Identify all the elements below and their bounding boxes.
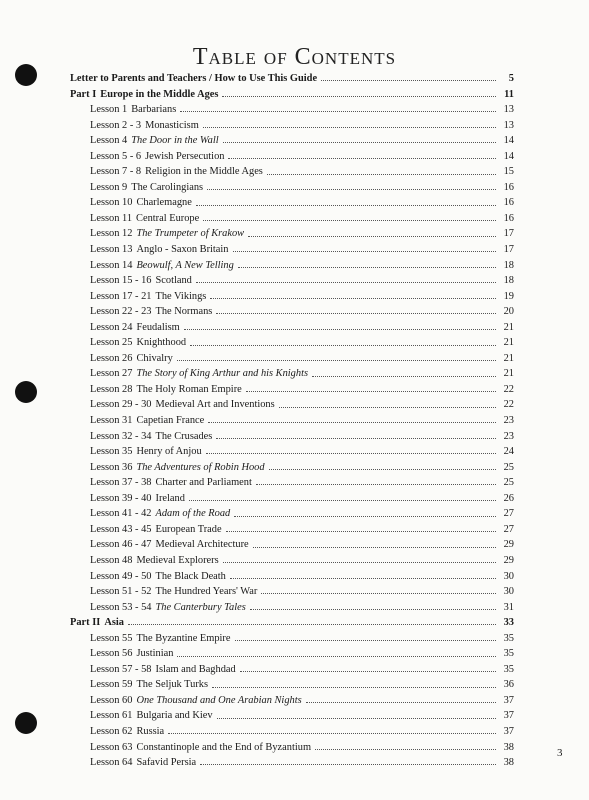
dot-leader (216, 437, 496, 439)
toc-lesson-label: Lesson 14 (90, 259, 133, 271)
toc-lesson-row[interactable] (70, 320, 514, 336)
toc-lesson-row[interactable] (70, 662, 514, 678)
toc-page-number: 18 (503, 259, 514, 271)
toc-page-number: 14 (503, 135, 514, 147)
toc-lesson-label: Lesson 43 - 45 (90, 523, 152, 535)
dot-leader (223, 561, 496, 563)
toc-lesson-row[interactable] (70, 429, 514, 445)
toc-lesson-title: European Trade (155, 523, 222, 535)
toc-lesson-title: The Carolingians (131, 181, 204, 193)
toc-lesson-label: Lesson 51 - 52 (90, 586, 152, 598)
toc-lesson-row[interactable] (70, 366, 514, 382)
dot-leader (207, 188, 496, 190)
toc-lesson-row[interactable] (70, 133, 514, 149)
toc-lesson-label: Lesson 10 (90, 197, 133, 209)
toc-page-number: 27 (503, 508, 514, 520)
toc-lesson-label: Lesson 60 (90, 694, 133, 706)
toc-lesson-row[interactable] (70, 102, 514, 118)
toc-page-number: 11 (504, 88, 514, 100)
toc-lesson-label: Lesson 25 (90, 337, 133, 349)
toc-lesson-label: Lesson 15 - 16 (90, 275, 152, 287)
toc-lesson-row[interactable] (70, 195, 514, 211)
dot-leader (279, 406, 496, 408)
toc-page-number: 35 (503, 648, 514, 660)
toc-page-number: 16 (503, 212, 514, 224)
toc-lesson-label: Lesson 7 - 8 (90, 166, 142, 178)
toc-lesson-title: The Byzantine Empire (136, 632, 231, 644)
toc-lesson-label: Lesson 55 (90, 632, 133, 644)
toc-lesson-label: Lesson 49 - 50 (90, 570, 152, 582)
toc-intro-row[interactable] (70, 71, 514, 87)
toc-lesson-label: Lesson 61 (90, 710, 133, 722)
toc-lesson-label: Lesson 11 (90, 212, 133, 224)
toc-page-number: 13 (503, 119, 514, 131)
dot-leader (216, 312, 496, 314)
toc-page-number: 13 (503, 104, 514, 116)
toc-lesson-label: Lesson 4 (90, 135, 128, 147)
toc-page-number: 37 (503, 694, 514, 706)
dot-leader (206, 452, 496, 454)
toc-lesson-label: Lesson 48 (90, 554, 133, 566)
toc-page-number: 20 (503, 306, 514, 318)
toc-lesson-title: Beowulf, A New Telling (136, 259, 234, 271)
toc-lesson-title: Charter and Parliament (155, 477, 252, 489)
toc-page-number: 35 (503, 632, 514, 644)
toc-page-number: 35 (503, 663, 514, 675)
toc-lesson-title: The Adventures of Robin Hood (136, 461, 265, 473)
toc-lesson-row[interactable] (70, 273, 514, 289)
table-of-contents (70, 71, 514, 771)
dot-leader (240, 670, 496, 672)
dot-leader (267, 173, 496, 175)
toc-lesson-row[interactable] (70, 118, 514, 134)
toc-lesson-label: Lesson 13 (90, 244, 133, 256)
toc-lesson-title: The Door in the Wall (131, 135, 219, 147)
toc-lesson-row[interactable] (70, 491, 514, 507)
toc-section-title: Asia (104, 617, 124, 629)
toc-section-label: Part II (70, 617, 101, 629)
toc-lesson-title: The Canterbury Tales (155, 601, 246, 613)
toc-page-number: 36 (503, 679, 514, 691)
dot-leader (180, 110, 496, 112)
toc-lesson-title: Medieval Explorers (136, 554, 219, 566)
toc-lesson-title: Medieval Art and Inventions (155, 399, 275, 411)
toc-lesson-row[interactable] (70, 351, 514, 367)
toc-lesson-row[interactable] (70, 164, 514, 180)
page-title: Table of Contents (192, 44, 397, 70)
toc-lesson-title: Russia (136, 725, 165, 737)
toc-lesson-row[interactable] (70, 304, 514, 320)
toc-lesson-row[interactable] (70, 180, 514, 196)
toc-lesson-title: One Thousand and One Arabian Nights (136, 694, 302, 706)
toc-page-number: 17 (503, 228, 514, 240)
dot-leader (196, 204, 496, 206)
dot-leader (190, 344, 496, 346)
toc-page-number: 31 (503, 601, 514, 613)
toc-lesson-label: Lesson 56 (90, 648, 133, 660)
toc-page-number: 37 (503, 710, 514, 722)
toc-lesson-label: Lesson 5 - 6 (90, 150, 142, 162)
toc-lesson-title: The Black Death (155, 570, 226, 582)
toc-lesson-label: Lesson 2 - 3 (90, 119, 142, 131)
toc-lesson-label: Lesson 53 - 54 (90, 601, 152, 613)
toc-lesson-title: Medieval Architecture (155, 539, 249, 551)
dot-leader (235, 639, 497, 641)
toc-lesson-row[interactable] (70, 584, 514, 600)
toc-lesson-title: Central Europe (136, 212, 200, 224)
dot-leader (261, 592, 496, 594)
toc-lesson-title: Ireland (155, 492, 185, 504)
toc-lesson-row[interactable] (70, 522, 514, 538)
dot-leader (196, 281, 496, 283)
dot-leader (248, 235, 496, 237)
toc-lesson-label: Lesson 32 - 34 (90, 430, 152, 442)
toc-lesson-label: Lesson 1 (90, 104, 128, 116)
toc-lesson-title: Capetian France (136, 415, 205, 427)
toc-lesson-title: Anglo - Saxon Britain (136, 244, 229, 256)
toc-lesson-title: Islam and Baghdad (155, 663, 236, 675)
dot-leader (250, 608, 496, 610)
toc-lesson-title: The Trumpeter of Krakow (136, 228, 245, 240)
toc-page-number: 14 (503, 150, 514, 162)
toc-page-number: 24 (503, 446, 514, 458)
toc-page-number: 17 (503, 244, 514, 256)
dot-leader (217, 717, 496, 719)
toc-lesson-title: The Seljuk Turks (136, 679, 209, 691)
toc-lesson-title: The Crusades (155, 430, 213, 442)
toc-lesson-title: The Vikings (155, 290, 207, 302)
toc-page-number: 15 (503, 166, 514, 178)
page-number: 3 (557, 747, 563, 759)
dot-leader (184, 328, 496, 330)
dot-leader (222, 95, 496, 97)
dot-leader (228, 157, 496, 159)
toc-lesson-row[interactable] (70, 211, 514, 227)
toc-lesson-row[interactable] (70, 289, 514, 305)
toc-lesson-label: Lesson 46 - 47 (90, 539, 152, 551)
toc-section-row[interactable] (70, 615, 514, 631)
toc-lesson-row[interactable] (70, 631, 514, 647)
toc-lesson-row[interactable] (70, 755, 514, 771)
dot-leader (256, 483, 496, 485)
toc-page-number: 23 (503, 415, 514, 427)
toc-lesson-title: The Holy Roman Empire (136, 383, 242, 395)
toc-lesson-title: Constantinople and the End of Byzantium (136, 741, 312, 753)
toc-section-label: Part I (70, 88, 97, 100)
dot-leader (168, 732, 496, 734)
dot-leader (234, 515, 496, 517)
toc-lesson-label: Lesson 57 - 58 (90, 663, 152, 675)
toc-lesson-row[interactable] (70, 149, 514, 165)
toc-page-number: 25 (503, 477, 514, 489)
toc-lesson-row[interactable] (70, 708, 514, 724)
toc-lesson-label: Lesson 39 - 40 (90, 492, 152, 504)
dot-leader (226, 530, 496, 532)
toc-lesson-title: The Hundred Years' War (155, 586, 258, 598)
dot-leader (315, 748, 496, 750)
dot-leader (306, 701, 496, 703)
dot-leader (203, 126, 496, 128)
toc-lesson-row[interactable] (70, 537, 514, 553)
toc-rows (70, 87, 514, 771)
toc-lesson-title: Barbarians (131, 104, 177, 116)
dot-leader (230, 577, 496, 579)
dot-leader (177, 359, 496, 361)
toc-page-number: 26 (503, 492, 514, 504)
binder-hole (15, 381, 37, 403)
toc-lesson-title: Religion in the Middle Ages (145, 166, 263, 178)
toc-page-number: 29 (503, 539, 514, 551)
toc-page-number: 18 (503, 275, 514, 287)
toc-lesson-label: Lesson 28 (90, 383, 133, 395)
toc-page-number: 29 (503, 554, 514, 566)
toc-section-row[interactable] (70, 87, 514, 103)
toc-lesson-title: Scotland (155, 275, 192, 287)
toc-page-number: 21 (503, 352, 514, 364)
toc-page-number: 21 (503, 321, 514, 333)
dot-leader (246, 390, 496, 392)
toc-lesson-row[interactable] (70, 677, 514, 693)
toc-lesson-title: Henry of Anjou (136, 446, 202, 458)
toc-page-number: 19 (503, 290, 514, 302)
toc-page-number: 16 (503, 181, 514, 193)
toc-lesson-row[interactable] (70, 693, 514, 709)
dot-leader (189, 499, 496, 501)
toc-lesson-row[interactable] (70, 242, 514, 258)
toc-lesson-row[interactable] (70, 413, 514, 429)
toc-lesson-row[interactable] (70, 475, 514, 491)
toc-lesson-row[interactable] (70, 724, 514, 740)
toc-intro-title: Letter to Parents and Teachers / How to Use This Guide (70, 73, 318, 84)
toc-page-number: 30 (503, 586, 514, 598)
toc-lesson-row[interactable] (70, 506, 514, 522)
toc-lesson-title: Jewish Persecution (145, 150, 225, 162)
toc-page-number: 37 (503, 725, 514, 737)
toc-lesson-label: Lesson 22 - 23 (90, 306, 152, 318)
toc-section-title: Europe in the Middle Ages (100, 88, 219, 100)
toc-lesson-title: Chivalry (136, 352, 173, 364)
dot-leader (200, 763, 496, 765)
dot-leader (253, 546, 496, 548)
toc-lesson-row[interactable] (70, 569, 514, 585)
toc-lesson-title: Bulgaria and Kiev (136, 710, 213, 722)
toc-lesson-row[interactable] (70, 397, 514, 413)
toc-page-number: 25 (503, 461, 514, 473)
toc-lesson-row[interactable] (70, 258, 514, 274)
toc-page-number: 38 (503, 741, 514, 753)
toc-lesson-label: Lesson 37 - 38 (90, 477, 152, 489)
toc-page-number: 33 (503, 617, 514, 629)
toc-lesson-title: Feudalism (136, 321, 180, 333)
toc-lesson-title: The Normans (155, 306, 213, 318)
toc-page-number: 21 (503, 337, 514, 349)
toc-lesson-title: Adam of the Road (155, 508, 231, 520)
toc-lesson-label: Lesson 41 - 42 (90, 508, 152, 520)
toc-intro-page: 5 (508, 73, 514, 84)
toc-lesson-label: Lesson 36 (90, 461, 133, 473)
toc-lesson-label: Lesson 24 (90, 321, 133, 333)
toc-lesson-row[interactable] (70, 600, 514, 616)
dot-leader (321, 79, 496, 81)
toc-page-number: 30 (503, 570, 514, 582)
toc-lesson-title: Justinian (136, 648, 174, 660)
dot-leader (208, 421, 496, 423)
toc-lesson-title: Safavid Persia (136, 757, 197, 769)
toc-lesson-label: Lesson 63 (90, 741, 133, 753)
dot-leader (312, 375, 496, 377)
toc-lesson-label: Lesson 26 (90, 352, 133, 364)
toc-page-number: 16 (503, 197, 514, 209)
toc-lesson-label: Lesson 27 (90, 368, 133, 380)
binder-hole (15, 712, 37, 734)
toc-page-number: 22 (503, 399, 514, 411)
toc-lesson-label: Lesson 59 (90, 679, 133, 691)
toc-lesson-label: Lesson 12 (90, 228, 133, 240)
toc-lesson-title: Monasticism (145, 119, 199, 131)
dot-leader (128, 623, 496, 625)
toc-lesson-label: Lesson 31 (90, 415, 133, 427)
dot-leader (269, 468, 496, 470)
toc-lesson-label: Lesson 62 (90, 725, 133, 737)
toc-lesson-row[interactable] (70, 740, 514, 756)
toc-lesson-label: Lesson 17 - 21 (90, 290, 152, 302)
dot-leader (233, 250, 496, 252)
toc-page-number: 38 (503, 757, 514, 769)
toc-lesson-label: Lesson 9 (90, 181, 128, 193)
toc-lesson-title: Knighthood (136, 337, 187, 349)
toc-page-number: 22 (503, 383, 514, 395)
dot-leader (223, 141, 496, 143)
toc-lesson-title: The Story of King Arthur and his Knights (136, 368, 308, 380)
dot-leader (210, 297, 496, 299)
toc-page-number: 21 (503, 368, 514, 380)
toc-lesson-label: Lesson 35 (90, 446, 133, 458)
toc-lesson-row[interactable] (70, 382, 514, 398)
toc-lesson-row[interactable] (70, 460, 514, 476)
toc-page-number: 23 (503, 430, 514, 442)
toc-lesson-row[interactable] (70, 226, 514, 242)
toc-lesson-row[interactable] (70, 444, 514, 460)
toc-lesson-row[interactable] (70, 335, 514, 351)
toc-lesson-row[interactable] (70, 646, 514, 662)
toc-lesson-title: Charlemagne (136, 197, 192, 209)
dot-leader (238, 266, 496, 268)
dot-leader (203, 219, 496, 221)
dot-leader (212, 686, 496, 688)
toc-lesson-label: Lesson 64 (90, 757, 133, 769)
toc-page-number: 27 (503, 523, 514, 535)
dot-leader (177, 655, 496, 657)
toc-lesson-row[interactable] (70, 553, 514, 569)
toc-lesson-label: Lesson 29 - 30 (90, 399, 152, 411)
